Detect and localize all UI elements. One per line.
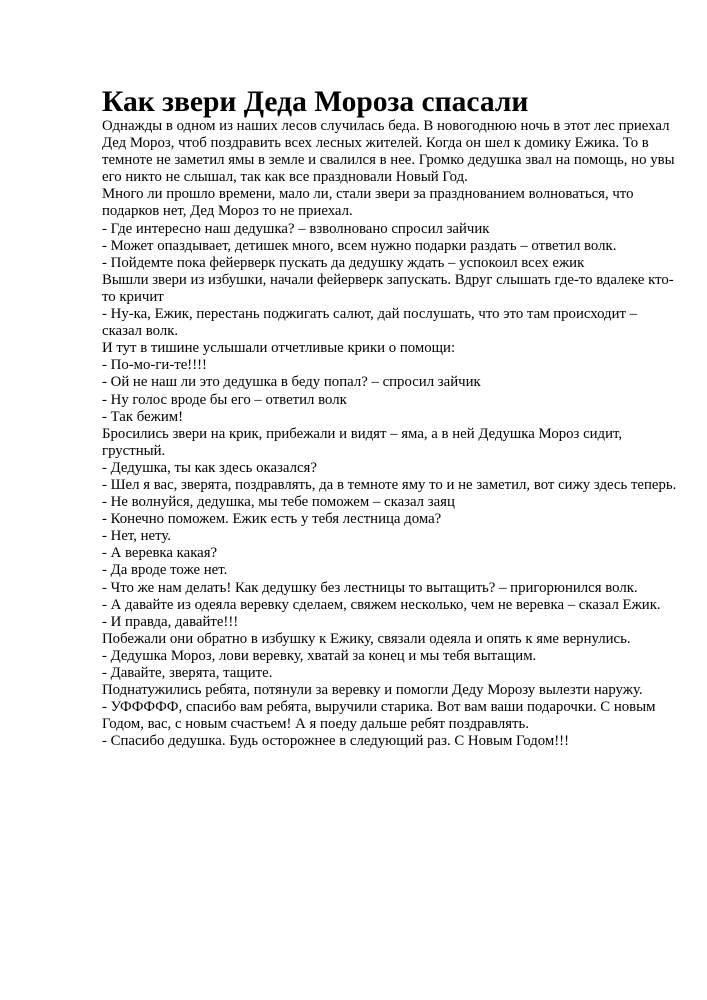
text-line: - Шел я вас, зверята, поздравлять, да в темноте яму то и не заметил, вот сижу здесь теперь. bbox=[102, 476, 677, 493]
text-line: его никто не слышал, так как все праздновали Новый Год. bbox=[102, 169, 468, 186]
text-line: - И правда, давайте!!! bbox=[102, 613, 239, 630]
text-line: - УФФФФФ, спасибо вам ребята, выручили старика. Вот вам ваши подарочки. С новым bbox=[102, 699, 656, 716]
text-line: - По-мо-ги-те!!!! bbox=[102, 357, 207, 374]
text-line: - Да вроде тоже нет. bbox=[102, 562, 228, 579]
text-line: темноте не заметил ямы в земле и свалился в нее. Громко дедушка звал на помощь, но увы bbox=[102, 152, 675, 169]
text-line: - Ну-ка, Ежик, перестань поджигать салют, дай послушать, что это там происходит – bbox=[102, 306, 638, 323]
text-line: то кричит bbox=[102, 288, 164, 305]
text-line: - Ой не наш ли это дедушка в беду попал? – спросил зайчик bbox=[102, 374, 481, 391]
text-line: - А веревка какая? bbox=[102, 545, 218, 562]
text-line: - Что же нам делать! Как дедушку без лестницы то вытащить? – пригорюнился волк. bbox=[102, 579, 638, 596]
text-line: Годом, вас, с новым счастьем! А я поеду дальше ребят поздравлять. bbox=[102, 716, 529, 733]
text-line: сказал волк. bbox=[102, 323, 179, 340]
text-line: - Дедушка Мороз, лови веревку, хватай за конец и мы тебя вытащим. bbox=[102, 647, 537, 664]
text-line: - Дедушка, ты как здесь оказался? bbox=[102, 459, 317, 476]
text-line: Однажды в одном из наших лесов случилась беда. В новогоднюю ночь в этот лес приехал bbox=[102, 118, 670, 134]
text-line: Много ли прошло времени, мало ли, стали звери за празднованием волноваться, что bbox=[102, 186, 634, 203]
text-line: - Пойдемте пока фейерверк пускать да дедушку ждать – успокоил всех ежик bbox=[102, 254, 585, 271]
text-line: подарков нет, Дед Мороз то не приехал. bbox=[102, 203, 353, 220]
document-page bbox=[102, 86, 677, 750]
text-line: - Нет, нету. bbox=[102, 528, 172, 545]
text-line: - Где интересно наш дедушка? – взволновано спросил зайчик bbox=[102, 220, 490, 237]
text-line: - Не волнуйся, дедушка, мы тебе поможем – сказал заяц bbox=[102, 494, 455, 511]
text-line: - Давайте, зверята, тащите. bbox=[102, 665, 273, 681]
text-line: Бросились звери на крик, прибежали и видят – яма, а в ней Дедушка Мороз сидит, bbox=[102, 425, 623, 442]
text-line: - А давайте из одеяла веревку сделаем, свяжем несколько, чем не веревка – сказал Ежик. bbox=[102, 596, 661, 613]
text-line: Поднатужились ребята, потянули за веревку и помогли Деду Морозу вылезти наружу. bbox=[102, 682, 643, 699]
text-line: И тут в тишине услышали отчетливые крики о помощи: bbox=[102, 340, 456, 357]
text-line: - Так бежим! bbox=[102, 408, 184, 425]
document-title: Как звери Деда Мороза спасали bbox=[102, 86, 529, 118]
text-line: - Спасибо дедушка. Будь осторожнее в следующий раз. С Новым Годом!!! bbox=[102, 733, 570, 750]
text-line: - Может опаздывает, детишек много, всем нужно подарки раздать – ответил волк. bbox=[102, 237, 617, 254]
text-line: - Ну голос вроде бы его – ответил волк bbox=[102, 391, 347, 408]
text-line: - Конечно поможем. Ежик есть у тебя лестница дома? bbox=[102, 511, 442, 528]
text-line: Дед Мороз, чтоб поздравить всех лесных жителей. Когда он шел к домику Ежика. То в bbox=[102, 135, 649, 152]
document-body bbox=[102, 118, 677, 750]
text-line: грустный. bbox=[102, 442, 166, 459]
text-line: Побежали они обратно в избушку к Ежику, связали одеяла и опять к яме вернулись. bbox=[102, 630, 631, 647]
text-line: Вышли звери из избушки, начали фейерверк запускать. Вдруг слышать где-то вдалеке кто- bbox=[102, 271, 674, 288]
